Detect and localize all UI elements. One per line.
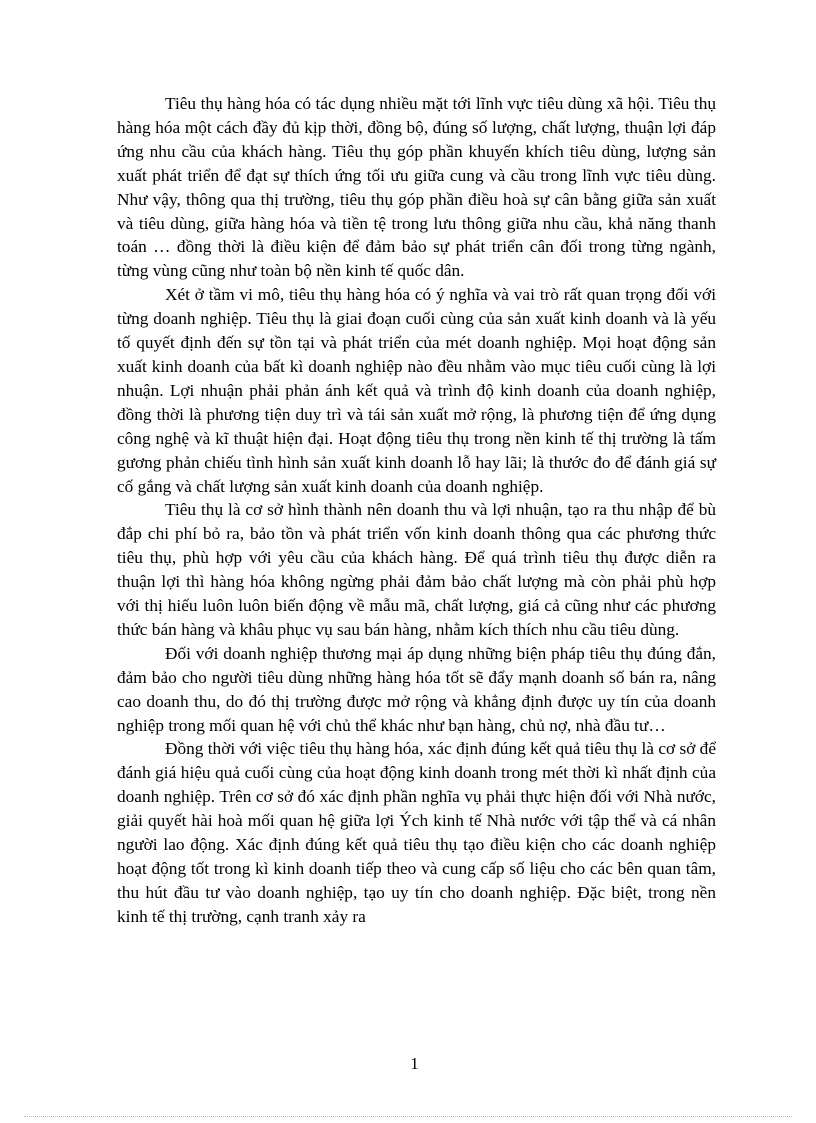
paragraph-revenue-profit-basis: Tiêu thụ là cơ sở hình thành nên doanh thu và lợi nhuận, tạo ra thu nhập để bù đắp chi phí bỏ ra, bảo tồn và phát triển vốn kinh doanh thông qua các phương thức tiêu thụ, phù hợp với yêu cầu của khách hàng. Để quá trình tiêu thụ được diễn ra thuận lợi thì hàng hóa không ngừng phải đảm bảo chất lượng mà còn phải phù hợp với thị hiếu luôn luôn biến động về mẫu mã, chất lượng, giá cả cũng như các phương thức bán hàng và khâu phục vụ sau bán hàng, nhằm kích thích nhu cầu tiêu dùng.	[117, 500, 716, 639]
paragraph-consumption-social-role: Tiêu thụ hàng hóa có tác dụng nhiều mặt tới lĩnh vực tiêu dùng xã hội. Tiêu thụ hàng hóa một cách đầy đủ kịp thời, đồng bộ, đúng số lượng, chất lượng, thuận lợi đáp ứng nhu cầu của khách hàng. Tiêu thụ góp phần khuyến khích tiêu dùng, lượng sản xuất phát triển để đạt sự thích ứng tối ưu giữa cung và cầu trong lĩnh vực tiêu dùng. Như vậy, thông qua thị trường, tiêu thụ góp phần điều hoà sự cân bằng giữa sản xuất và tiêu dùng, giữa hàng hóa và tiền tệ trong lưu thông giữa nhu cầu, khả năng thanh toán … đồng thời là điều kiện để đảm bảo sự phát triển cân đối trong từng ngành, từng vùng cũng như toàn bộ nền kinh tế quốc dân.	[117, 94, 716, 281]
body-text	[117, 92, 716, 929]
paragraph-micro-level-role: Xét ở tầm vi mô, tiêu thụ hàng hóa có ý nghĩa và vai trò rất quan trọng đối với từng doanh nghiệp. Tiêu thụ là giai đoạn cuối cùng của sản xuất kinh doanh và là yếu tố quyết định đến sự tồn tại và phát triển của mét doanh nghiệp. Mọi hoạt động sản xuất kinh doanh của bất kì doanh nghiệp nào đều nhằm vào mục tiêu cuối cùng là lợi nhuận. Lợi nhuận phải phản ánh kết quả và trình độ kinh doanh của doanh nghiệp, đồng thời là phương tiện duy trì và tái sản xuất mở rộng, là phương tiện để ứng dụng công nghệ và kĩ thuật hiện đại. Hoạt động tiêu thụ trong nền kinh tế thị trường là tấm gương phản chiếu tình hình sản xuất kinh doanh lỗ hay lãi; là thước đo để đánh giá sự cố gắng và chất lượng sản xuất kinh doanh của doanh nghiệp.	[117, 285, 716, 496]
paragraph-trading-enterprise: Đối với doanh nghiệp thương mại áp dụng những biện pháp tiêu thụ đúng đắn, đảm bảo cho người tiêu dùng những hàng hóa tốt sẽ đẩy mạnh doanh số bán ra, nâng cao doanh thu, do đó thị trường được mở rộng và khẳng định được uy tín của doanh nghiệp trong mối quan hệ với chủ thể khác như bạn hàng, chủ nợ, nhà đầu tư…	[117, 643, 716, 735]
paragraph-determining-results: Đồng thời với việc tiêu thụ hàng hóa, xác định đúng kết quả tiêu thụ là cơ sở để đánh giá hiệu quả cuối cùng của hoạt động kinh doanh trong mét thời kì nhất định của doanh nghiệp. Trên cơ sở đó xác định phần nghĩa vụ phải thực hiện đối với Nhà nước, giải quyết hài hoà mối quan hệ giữa lợi Ých kinh tế Nhà nước với tập thể và cá nhân người lao động. Xác định đúng kết quả tiêu thụ tạo điều kiện cho các doanh nghiệp hoạt động tốt trong kì kinh doanh tiếp theo và cung cấp số liệu cho các bên quan tâm, thu hút đầu tư vào doanh nghiệp, tạo uy tín cho doanh nghiệp. Đặc biệt, trong nền kinh tế thị trường, cạnh tranh xảy ra	[117, 739, 716, 926]
page-bottom-edge	[24, 1116, 792, 1117]
page-number: 1	[410, 1054, 419, 1073]
